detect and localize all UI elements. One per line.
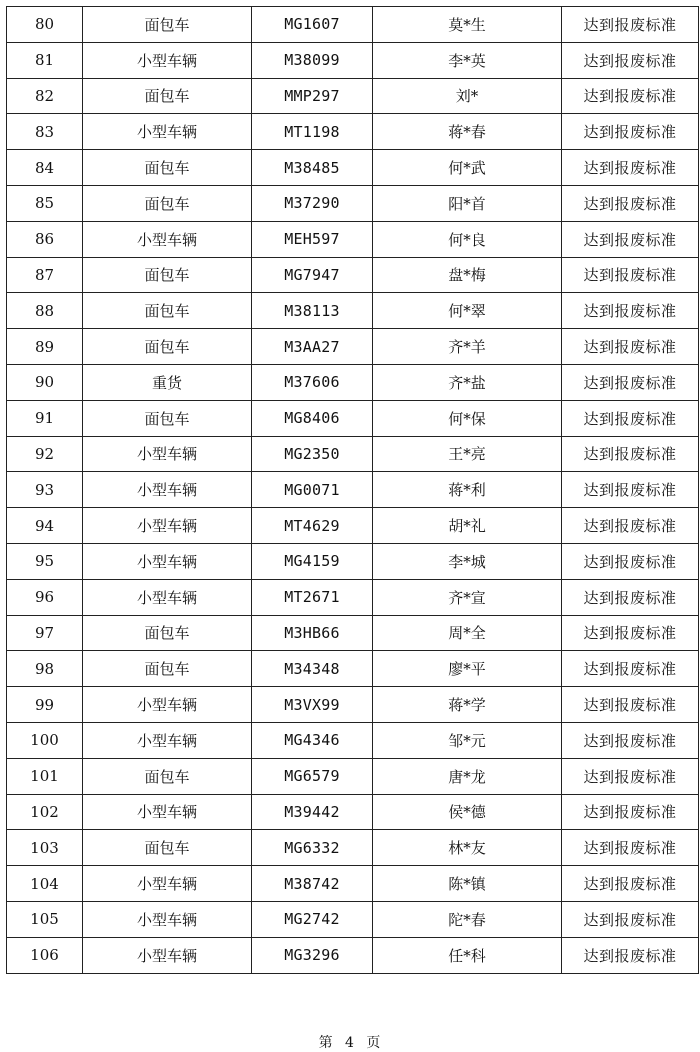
cell-number: 80	[7, 7, 83, 43]
cell-number: 97	[7, 615, 83, 651]
cell-vehicle-type: 小型车辆	[83, 436, 252, 472]
cell-plate-number: M3AA27	[252, 329, 373, 365]
cell-vehicle-type: 面包车	[83, 185, 252, 221]
cell-plate-number: MG6579	[252, 758, 373, 794]
table-row	[7, 221, 699, 257]
cell-plate-number: MG4346	[252, 722, 373, 758]
cell-plate-number: MT1198	[252, 114, 373, 150]
cell-number: 101	[7, 758, 83, 794]
cell-status: 达到报废标准	[562, 508, 699, 544]
cell-status: 达到报废标准	[562, 400, 699, 436]
page-number-prefix: 第	[318, 1035, 334, 1051]
cell-number: 93	[7, 472, 83, 508]
cell-owner: 齐*羊	[373, 329, 562, 365]
cell-owner: 胡*礼	[373, 508, 562, 544]
cell-plate-number: MG2742	[252, 901, 373, 937]
cell-owner: 盘*梅	[373, 257, 562, 293]
cell-owner: 陈*镇	[373, 866, 562, 902]
cell-number: 99	[7, 687, 83, 723]
cell-number: 104	[7, 866, 83, 902]
page-number-suffix: 页	[366, 1035, 382, 1051]
cell-number: 87	[7, 257, 83, 293]
cell-vehicle-type: 小型车辆	[83, 42, 252, 78]
cell-vehicle-type: 小型车辆	[83, 937, 252, 973]
cell-plate-number: M3HB66	[252, 615, 373, 651]
table-row	[7, 794, 699, 830]
cell-plate-number: MEH597	[252, 221, 373, 257]
cell-status: 达到报废标准	[562, 364, 699, 400]
cell-status: 达到报废标准	[562, 293, 699, 329]
cell-number: 81	[7, 42, 83, 78]
cell-status: 达到报废标准	[562, 937, 699, 973]
cell-status: 达到报废标准	[562, 436, 699, 472]
cell-status: 达到报废标准	[562, 794, 699, 830]
cell-owner: 李*城	[373, 543, 562, 579]
vehicle-table-container	[6, 6, 693, 974]
cell-number: 94	[7, 508, 83, 544]
cell-owner: 李*英	[373, 42, 562, 78]
table-row	[7, 651, 699, 687]
cell-owner: 廖*平	[373, 651, 562, 687]
cell-plate-number: MG1607	[252, 7, 373, 43]
cell-status: 达到报废标准	[562, 329, 699, 365]
table-row	[7, 722, 699, 758]
cell-plate-number: MT4629	[252, 508, 373, 544]
page-number: 4	[345, 1035, 355, 1051]
table-row	[7, 185, 699, 221]
table-row	[7, 687, 699, 723]
cell-owner: 陀*春	[373, 901, 562, 937]
cell-number: 95	[7, 543, 83, 579]
cell-number: 91	[7, 400, 83, 436]
cell-status: 达到报废标准	[562, 758, 699, 794]
cell-number: 100	[7, 722, 83, 758]
cell-owner: 唐*龙	[373, 758, 562, 794]
cell-vehicle-type: 面包车	[83, 257, 252, 293]
cell-plate-number: MT2671	[252, 579, 373, 615]
cell-status: 达到报废标准	[562, 114, 699, 150]
cell-owner: 蒋*春	[373, 114, 562, 150]
cell-owner: 蒋*利	[373, 472, 562, 508]
cell-number: 88	[7, 293, 83, 329]
cell-status: 达到报废标准	[562, 257, 699, 293]
cell-plate-number: M38485	[252, 150, 373, 186]
cell-vehicle-type: 面包车	[83, 758, 252, 794]
cell-vehicle-type: 面包车	[83, 329, 252, 365]
cell-plate-number: M34348	[252, 651, 373, 687]
table-row	[7, 937, 699, 973]
cell-number: 82	[7, 78, 83, 114]
cell-vehicle-type: 面包车	[83, 150, 252, 186]
cell-owner: 侯*德	[373, 794, 562, 830]
cell-status: 达到报废标准	[562, 543, 699, 579]
cell-vehicle-type: 面包车	[83, 651, 252, 687]
cell-vehicle-type: 面包车	[83, 615, 252, 651]
table-row	[7, 508, 699, 544]
cell-vehicle-type: 小型车辆	[83, 221, 252, 257]
cell-plate-number: M37606	[252, 364, 373, 400]
cell-vehicle-type: 小型车辆	[83, 543, 252, 579]
cell-vehicle-type: 小型车辆	[83, 114, 252, 150]
table-row	[7, 329, 699, 365]
table-row	[7, 472, 699, 508]
cell-status: 达到报废标准	[562, 185, 699, 221]
cell-plate-number: MG3296	[252, 937, 373, 973]
cell-owner: 王*亮	[373, 436, 562, 472]
cell-vehicle-type: 小型车辆	[83, 866, 252, 902]
page-footer	[0, 1032, 700, 1052]
cell-vehicle-type: 面包车	[83, 830, 252, 866]
cell-number: 84	[7, 150, 83, 186]
cell-plate-number: MG4159	[252, 543, 373, 579]
cell-plate-number: MG7947	[252, 257, 373, 293]
cell-number: 105	[7, 901, 83, 937]
cell-number: 106	[7, 937, 83, 973]
cell-status: 达到报废标准	[562, 901, 699, 937]
cell-owner: 何*翠	[373, 293, 562, 329]
cell-plate-number: MG2350	[252, 436, 373, 472]
cell-plate-number: M37290	[252, 185, 373, 221]
table-row	[7, 42, 699, 78]
cell-plate-number: M38099	[252, 42, 373, 78]
cell-status: 达到报废标准	[562, 615, 699, 651]
cell-plate-number: M38113	[252, 293, 373, 329]
cell-number: 92	[7, 436, 83, 472]
cell-plate-number: M38742	[252, 866, 373, 902]
cell-status: 达到报废标准	[562, 651, 699, 687]
table-row	[7, 579, 699, 615]
cell-vehicle-type: 小型车辆	[83, 472, 252, 508]
cell-vehicle-type: 小型车辆	[83, 794, 252, 830]
table-row	[7, 78, 699, 114]
cell-owner: 莫*生	[373, 7, 562, 43]
cell-vehicle-type: 面包车	[83, 293, 252, 329]
table-row	[7, 901, 699, 937]
cell-plate-number: MMP297	[252, 78, 373, 114]
cell-plate-number: MG0071	[252, 472, 373, 508]
cell-number: 102	[7, 794, 83, 830]
cell-status: 达到报废标准	[562, 866, 699, 902]
table-row	[7, 866, 699, 902]
cell-status: 达到报废标准	[562, 7, 699, 43]
cell-vehicle-type: 面包车	[83, 7, 252, 43]
table-row	[7, 436, 699, 472]
table-row	[7, 543, 699, 579]
cell-number: 96	[7, 579, 83, 615]
cell-vehicle-type: 小型车辆	[83, 722, 252, 758]
cell-number: 90	[7, 364, 83, 400]
cell-owner: 刘*	[373, 78, 562, 114]
cell-owner: 齐*盐	[373, 364, 562, 400]
cell-owner: 何*良	[373, 221, 562, 257]
cell-owner: 蒋*学	[373, 687, 562, 723]
vehicle-table	[6, 6, 699, 974]
cell-plate-number: M3VX99	[252, 687, 373, 723]
cell-owner: 周*全	[373, 615, 562, 651]
cell-status: 达到报废标准	[562, 472, 699, 508]
cell-status: 达到报废标准	[562, 687, 699, 723]
cell-vehicle-type: 小型车辆	[83, 901, 252, 937]
cell-number: 98	[7, 651, 83, 687]
cell-vehicle-type: 小型车辆	[83, 687, 252, 723]
cell-plate-number: MG6332	[252, 830, 373, 866]
cell-owner: 齐*宣	[373, 579, 562, 615]
cell-vehicle-type: 小型车辆	[83, 508, 252, 544]
cell-status: 达到报废标准	[562, 42, 699, 78]
table-row	[7, 400, 699, 436]
table-row	[7, 293, 699, 329]
cell-status: 达到报废标准	[562, 830, 699, 866]
cell-number: 86	[7, 221, 83, 257]
cell-status: 达到报废标准	[562, 78, 699, 114]
table-row	[7, 758, 699, 794]
table-row	[7, 615, 699, 651]
table-row	[7, 830, 699, 866]
table-row	[7, 364, 699, 400]
table-row	[7, 114, 699, 150]
cell-status: 达到报废标准	[562, 579, 699, 615]
cell-number: 83	[7, 114, 83, 150]
cell-number: 103	[7, 830, 83, 866]
cell-owner: 林*友	[373, 830, 562, 866]
cell-number: 89	[7, 329, 83, 365]
cell-owner: 任*科	[373, 937, 562, 973]
vehicle-table-body	[7, 7, 699, 974]
table-row	[7, 257, 699, 293]
cell-status: 达到报废标准	[562, 150, 699, 186]
cell-owner: 何*武	[373, 150, 562, 186]
cell-status: 达到报废标准	[562, 221, 699, 257]
cell-owner: 邹*元	[373, 722, 562, 758]
cell-vehicle-type: 面包车	[83, 78, 252, 114]
cell-owner: 阳*首	[373, 185, 562, 221]
cell-vehicle-type: 面包车	[83, 400, 252, 436]
cell-owner: 何*保	[373, 400, 562, 436]
cell-vehicle-type: 小型车辆	[83, 579, 252, 615]
cell-status: 达到报废标准	[562, 722, 699, 758]
cell-vehicle-type: 重货	[83, 364, 252, 400]
table-row	[7, 7, 699, 43]
cell-number: 85	[7, 185, 83, 221]
cell-plate-number: M39442	[252, 794, 373, 830]
cell-plate-number: MG8406	[252, 400, 373, 436]
table-row	[7, 150, 699, 186]
